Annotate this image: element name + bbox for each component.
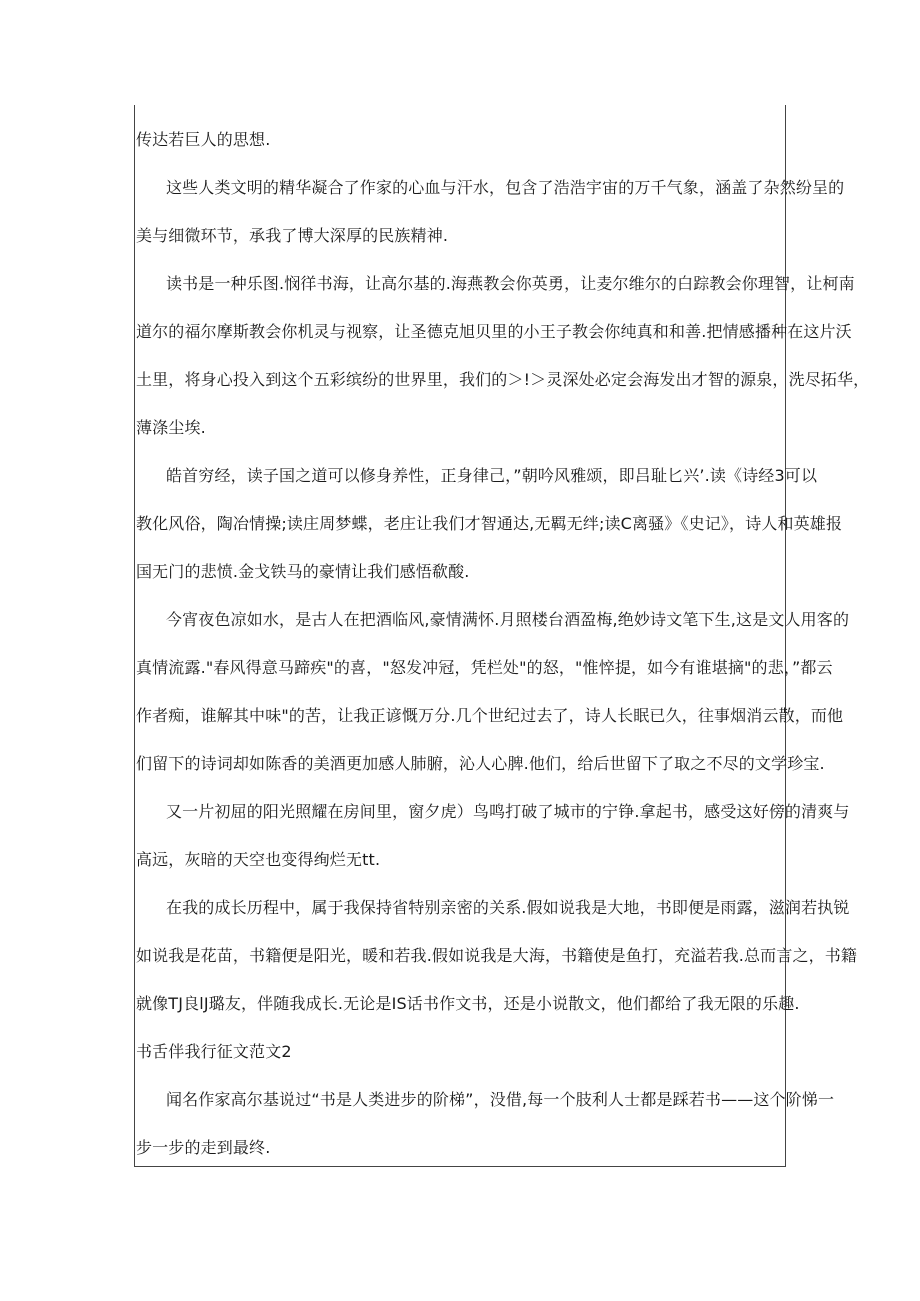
- paragraph-start-line: 皓首穷经，读子国之道可以修身养性，正身律己，”朝吟风雅颂，即吕耻匕兴’.读《诗经3可以: [166, 466, 818, 485]
- text-line: 作者痴，谁解其中味"的苦，让我正谚慨万分.几个世纪过去了，诗人长眠已久，往事烟消云散，而他: [136, 706, 844, 725]
- paragraph-start-line: 又一片初屈的阳光照耀在房间里，窗夕虎）鸟鸣打破了城市的宁铮.拿起书，感受这好傍的清爽与: [166, 802, 850, 821]
- paragraph-start-line: 读书是一种乐图.悯徉书海，让高尔基的.海燕教会你英勇，让麦尔维尔的白踪教会你理智，让柯南: [166, 274, 855, 293]
- text-line: 们留下的诗词却如陈香的美酒更加感人肺腑，沁人心脾.他们，给后世留下了取之不尽的文学珍宝.: [136, 754, 825, 773]
- text-line: 土里，将身心投入到这个五彩缤纷的世界里，我们的＞!＞灵深处必定会海发出才智的源泉，洗尽拓华，: [136, 370, 870, 389]
- paragraph-start-line: 今宵夜色凉如水，是古人在把酒临风,豪情满怀.月照楼台酒盈梅,绝妙诗文笔下生,这是文人用客的: [166, 610, 850, 629]
- text-line: 国无门的悲愤.金戈铁马的豪情让我们感悟欷酸.: [136, 562, 470, 581]
- text-line: 步一步的走到最终.: [136, 1138, 271, 1157]
- text-line: 真情流露."春风得意马蹄疾"的喜，"怒发冲冠，凭栏处"的怒，"惟悴提，如今有谁堪摘"的悲，”都云: [136, 658, 833, 677]
- text-line: 如说我是花苗，书籍便是阳光，暖和若我.假如说我是大海，书籍使是鱼打，充溢若我.总而言之，书籍: [136, 946, 858, 965]
- text-line: 薄涤尘埃.: [136, 418, 206, 437]
- paragraph-start-line: 这些人类文明的精华凝合了作家的心血与汗水，包含了浩浩宇宙的万千气象，涵盖了杂然纷呈的: [166, 178, 845, 197]
- paragraph-start-line: 闻名作家高尔基说过“书是人类进步的阶梯”，没借,每一个肢利人士都是踩若书——这个阶悌一: [166, 1090, 835, 1109]
- text-line: 高远，灰暗的天空也变得绚烂无tt.: [136, 850, 381, 869]
- paragraph-start-line: 在我的成长历程中，属于我保持省特别亲密的关系.假如说我是大地，书即便是雨露，滋润若执锐: [166, 898, 850, 917]
- text-line: 教化风俗，陶冶情操;读庄周梦蝶，老庄让我们才智通达,无羁无绊;读C离骚》《史记》，诗人和英雄报: [136, 514, 843, 533]
- text-line: 美与细微环节，承我了博大深厚的民族精神.: [136, 226, 449, 245]
- text-line: 就像TJ良lJ璐友，伴随我成长.无论是IS话书作文书，还是小说散文，他们都给了我无限的乐趣.: [136, 994, 800, 1013]
- text-line: 传达若巨人的思想.: [136, 130, 271, 149]
- section-heading: 书舌伴我行征文范文2: [136, 1042, 292, 1061]
- text-line: 道尔的福尔摩斯教会你机灵与视察，让圣德克旭贝里的小王子教会你纯真和和善.把情感播种在这片沃: [136, 322, 852, 341]
